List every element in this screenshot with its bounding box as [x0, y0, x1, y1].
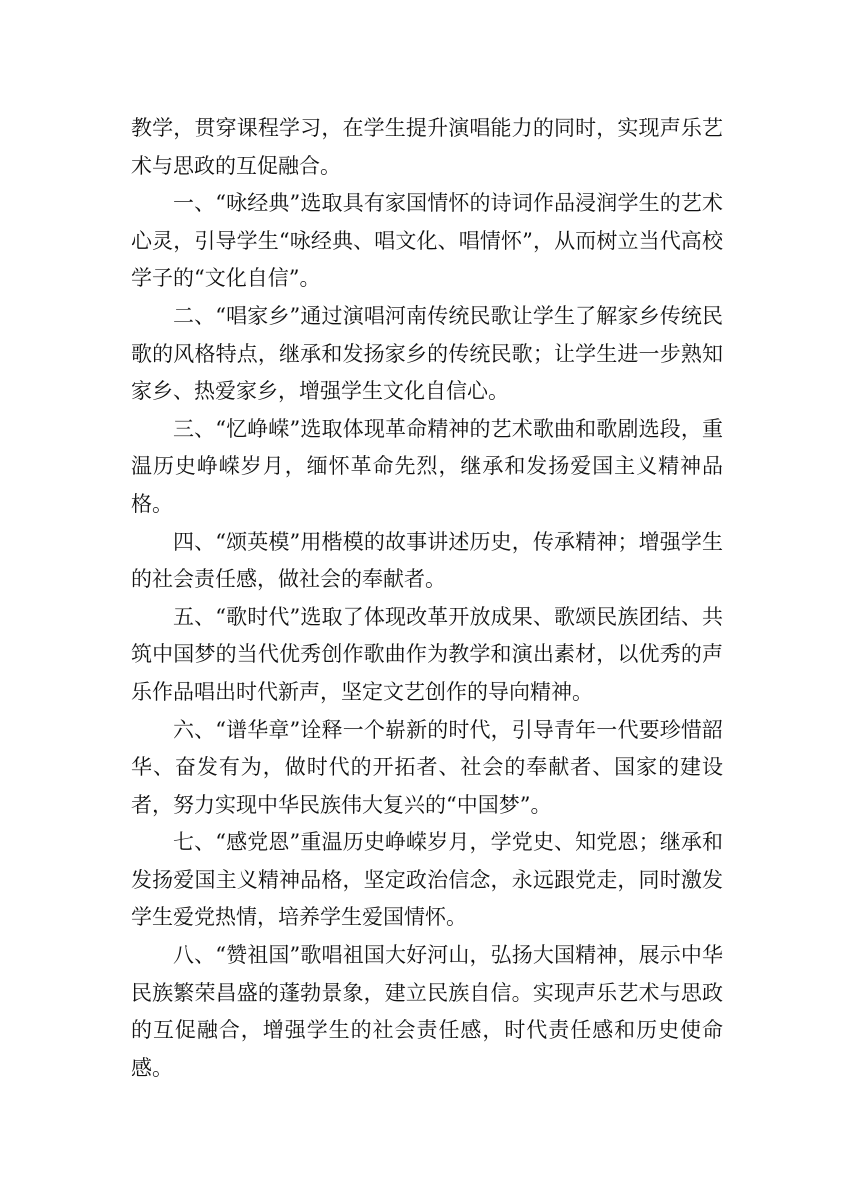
paragraph-ge-shi-dai: 五、“歌时代”选取了体现改革开放成果、歌颂民族团结、共筑中国梦的当代优秀创作歌曲作为教学和演出素材，以优秀的声乐作品唱出时代新声，坚定文艺创作的导向精神。 — [131, 604, 723, 704]
paragraph-gan-dang-en: 七、“感党恩”重温历史峥嵘岁月，学党史、知党恩；继承和发扬爱国主义精神品格，坚定政治信念，永远跟党走，同时激发学生爱党热情，培养学生爱国情怀。 — [131, 830, 723, 930]
paragraph-chang-jia-xiang: 二、“唱家乡”通过演唱河南传统民歌让学生了解家乡传统民歌的风格特点，继承和发扬家乡的传统民歌；让学生进一步熟知家乡、热爱家乡，增强学生文化自信心。 — [131, 303, 723, 404]
document-body — [131, 110, 723, 1087]
paragraph-zan-zu-guo: 八、“赞祖国”歌唱祖国大好河山，弘扬大国精神，展示中华民族繁荣昌盛的蓬勃景象，建立民族自信。实现声乐艺术与思政的互促融合，增强学生的社会责任感，时代责任感和历史使命感。 — [131, 943, 723, 1080]
paragraph-song-ying-mo: 四、“颂英模”用楷模的故事讲述历史，传承精神；增强学生的社会责任感，做社会的奉献者。 — [131, 529, 723, 592]
paragraph-pu-hua-zhang: 六、“谱华章”诠释一个崭新的时代，引导青年一代要珍惜韶华、奋发有为，做时代的开拓者、社会的奉献者、国家的建设者，努力实现中华民族伟大复兴的“中国梦”。 — [131, 717, 723, 817]
paragraph-continuation: 教学，贯穿课程学习，在学生提升演唱能力的同时，实现声乐艺术与思政的互促融合。 — [131, 116, 723, 178]
paragraph-yong-jing-dian: 一、“咏经典”选取具有家国情怀的诗词作品浸润学生的艺术心灵，引导学生“咏经典、唱文化、唱情怀”，从而树立当代高校学子的“文化自信”。 — [131, 191, 723, 291]
paragraph-yi-zheng-rong: 三、“忆峥嵘”选取体现革命精神的艺术歌曲和歌剧选段，重温历史峥嵘岁月，缅怀革命先烈，继承和发扬爱国主义精神品格。 — [131, 416, 723, 516]
